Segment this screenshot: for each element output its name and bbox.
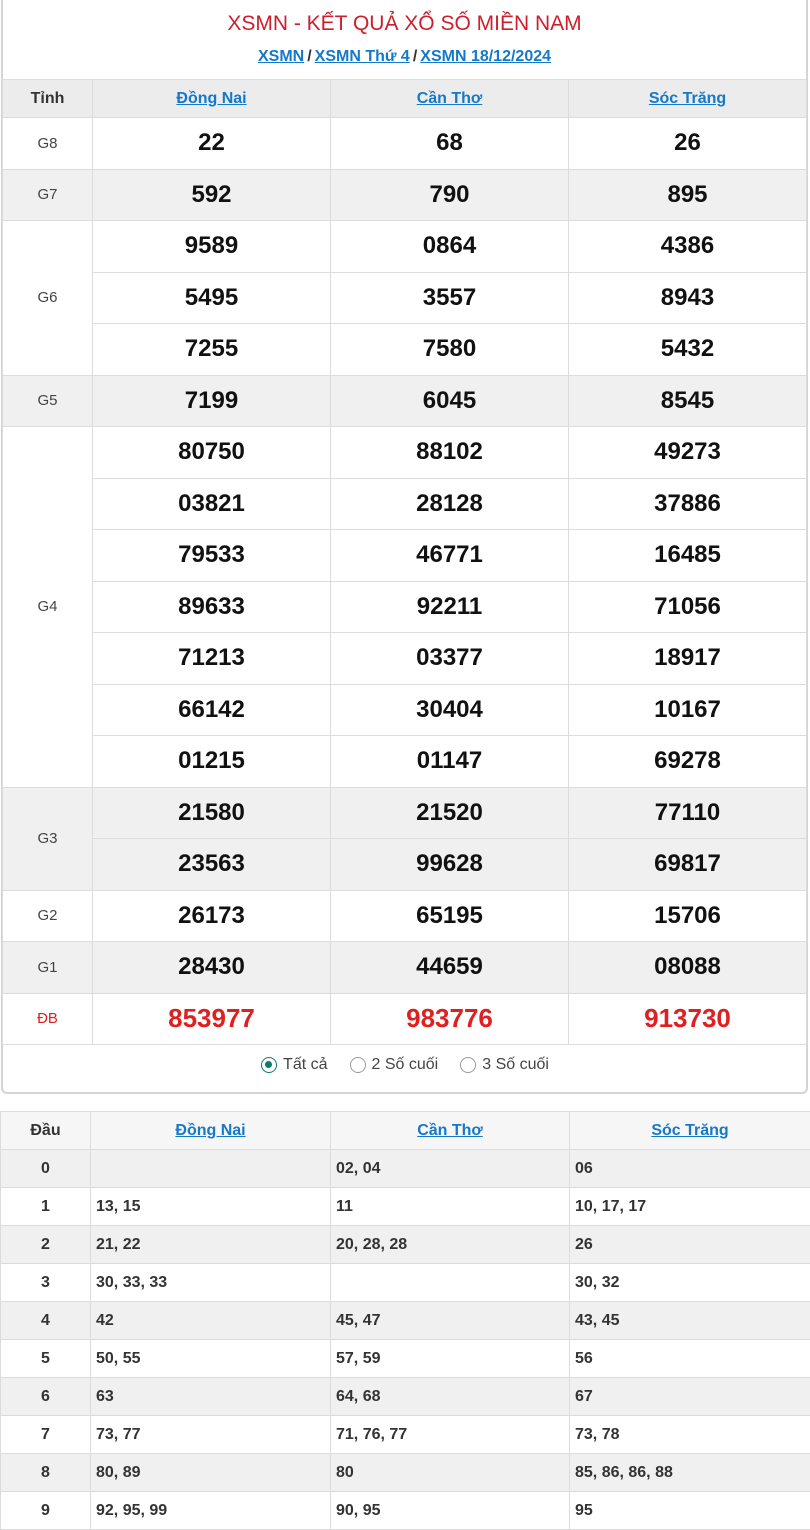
province-link-dong-nai[interactable]: Đồng Nai bbox=[175, 1121, 246, 1139]
radio-selected-icon[interactable] bbox=[261, 1057, 277, 1073]
province-link-dong-nai[interactable]: Đồng Nai bbox=[176, 89, 247, 107]
prize-number: 22 bbox=[93, 118, 331, 170]
dau-cell: 42 bbox=[91, 1302, 331, 1340]
prize-label: G6 bbox=[3, 221, 93, 376]
results-body bbox=[3, 118, 807, 1045]
breadcrumb-xsmn-thu4[interactable]: XSMN Thứ 4 bbox=[314, 48, 410, 65]
dau-cell: 80 bbox=[331, 1454, 570, 1492]
prize-row-g3 bbox=[3, 839, 807, 891]
prize-number: 7255 bbox=[93, 324, 331, 376]
dau-digit: 2 bbox=[1, 1226, 91, 1264]
prize-row-g3 bbox=[3, 787, 807, 839]
prize-number: 69817 bbox=[569, 839, 807, 891]
dau-header-row bbox=[1, 1112, 810, 1150]
prize-number: 3557 bbox=[331, 272, 569, 324]
dau-cell: 30, 32 bbox=[570, 1264, 810, 1302]
prize-label: G5 bbox=[3, 375, 93, 427]
breadcrumb-xsmn-date[interactable]: XSMN 18/12/2024 bbox=[420, 48, 552, 65]
dau-digit: 4 bbox=[1, 1302, 91, 1340]
dau-row bbox=[1, 1454, 810, 1492]
filter-label: 2 Số cuối bbox=[371, 1056, 439, 1073]
dau-table bbox=[0, 1111, 810, 1530]
dau-cell: 45, 47 bbox=[331, 1302, 570, 1340]
dau-digit: 3 bbox=[1, 1264, 91, 1302]
prize-row-g1 bbox=[3, 942, 807, 994]
results-table bbox=[2, 79, 807, 1045]
prize-number: 26 bbox=[569, 118, 807, 170]
prize-number: 46771 bbox=[331, 530, 569, 582]
prize-number: 68 bbox=[331, 118, 569, 170]
prize-number: 23563 bbox=[93, 839, 331, 891]
prize-label: G2 bbox=[3, 890, 93, 942]
prize-number: 0864 bbox=[331, 221, 569, 273]
prize-number: 21580 bbox=[93, 787, 331, 839]
prize-row-g6 bbox=[3, 324, 807, 376]
prize-label: G4 bbox=[3, 427, 93, 788]
filter-2-digits[interactable] bbox=[350, 1056, 439, 1074]
dau-cell: 64, 68 bbox=[331, 1378, 570, 1416]
province-header bbox=[91, 1112, 331, 1150]
province-link-can-tho[interactable]: Cần Thơ bbox=[416, 89, 483, 107]
prize-row-g4 bbox=[3, 530, 807, 582]
province-header bbox=[331, 80, 569, 118]
prize-number: 913730 bbox=[569, 993, 807, 1045]
prize-row-g6 bbox=[3, 221, 807, 273]
prize-number: 26173 bbox=[93, 890, 331, 942]
prize-number: 5432 bbox=[569, 324, 807, 376]
prize-row-g4 bbox=[3, 633, 807, 685]
dau-cell: 26 bbox=[570, 1226, 810, 1264]
prize-row-g4 bbox=[3, 684, 807, 736]
dau-row bbox=[1, 1226, 810, 1264]
prize-label: G7 bbox=[3, 169, 93, 221]
province-header bbox=[569, 80, 807, 118]
radio-icon[interactable] bbox=[350, 1057, 366, 1073]
dau-cell: 63 bbox=[91, 1378, 331, 1416]
prize-number: 895 bbox=[569, 169, 807, 221]
prize-number: 44659 bbox=[331, 942, 569, 994]
prize-number: 30404 bbox=[331, 684, 569, 736]
dau-row bbox=[1, 1492, 810, 1530]
dau-cell: 21, 22 bbox=[91, 1226, 331, 1264]
prize-number: 01215 bbox=[93, 736, 331, 788]
filter-all[interactable] bbox=[261, 1056, 327, 1074]
prize-number: 18917 bbox=[569, 633, 807, 685]
prize-number: 89633 bbox=[93, 581, 331, 633]
dau-digit: 8 bbox=[1, 1454, 91, 1492]
prize-number: 592 bbox=[93, 169, 331, 221]
province-header bbox=[331, 1112, 570, 1150]
dau-cell: 95 bbox=[570, 1492, 810, 1530]
prize-label: G1 bbox=[3, 942, 93, 994]
dau-row bbox=[1, 1264, 810, 1302]
prize-number: 21520 bbox=[331, 787, 569, 839]
prize-row-g7 bbox=[3, 169, 807, 221]
province-link-can-tho[interactable]: Cần Thơ bbox=[417, 1121, 483, 1139]
prize-row-g4 bbox=[3, 427, 807, 479]
dau-row bbox=[1, 1150, 810, 1188]
dau-row bbox=[1, 1302, 810, 1340]
prize-number: 88102 bbox=[331, 427, 569, 479]
prize-label: G8 bbox=[3, 118, 93, 170]
prize-number: 03821 bbox=[93, 478, 331, 530]
province-header bbox=[570, 1112, 810, 1150]
prize-number: 69278 bbox=[569, 736, 807, 788]
prize-row-g8 bbox=[3, 118, 807, 170]
prize-number: 8545 bbox=[569, 375, 807, 427]
filter-label: Tất cả bbox=[283, 1056, 328, 1073]
prize-number: 80750 bbox=[93, 427, 331, 479]
prize-number: 77110 bbox=[569, 787, 807, 839]
prize-number: 28430 bbox=[93, 942, 331, 994]
dau-digit: 6 bbox=[1, 1378, 91, 1416]
province-header bbox=[93, 80, 331, 118]
province-link-soc-trang[interactable]: Sóc Trăng bbox=[648, 89, 727, 107]
breadcrumb-separator: / bbox=[412, 48, 418, 65]
prize-number: 71213 bbox=[93, 633, 331, 685]
prize-row-g2 bbox=[3, 890, 807, 942]
dau-row bbox=[1, 1378, 810, 1416]
prize-number: 01147 bbox=[331, 736, 569, 788]
prize-number: 03377 bbox=[331, 633, 569, 685]
prize-row-g6 bbox=[3, 272, 807, 324]
prize-number: 37886 bbox=[569, 478, 807, 530]
dau-row bbox=[1, 1340, 810, 1378]
prize-number: 66142 bbox=[93, 684, 331, 736]
dau-cell: 11 bbox=[331, 1188, 570, 1226]
dau-cell: 30, 33, 33 bbox=[91, 1264, 331, 1302]
dau-digit: 7 bbox=[1, 1416, 91, 1454]
prize-number: 49273 bbox=[569, 427, 807, 479]
dau-digit: 9 bbox=[1, 1492, 91, 1530]
results-header-row bbox=[3, 80, 807, 118]
prize-row-g5 bbox=[3, 375, 807, 427]
prize-row-db bbox=[3, 993, 807, 1045]
prize-row-g4 bbox=[3, 478, 807, 530]
prize-number: 71056 bbox=[569, 581, 807, 633]
dau-cell bbox=[331, 1264, 570, 1302]
dau-cell: 90, 95 bbox=[331, 1492, 570, 1530]
dau-cell: 71, 76, 77 bbox=[331, 1416, 570, 1454]
dau-cell bbox=[91, 1150, 331, 1188]
prize-number: 7580 bbox=[331, 324, 569, 376]
dau-cell: 43, 45 bbox=[570, 1302, 810, 1340]
dau-header: Đầu bbox=[1, 1112, 91, 1150]
province-link-soc-trang[interactable]: Sóc Trăng bbox=[651, 1121, 729, 1139]
tinh-header: Tỉnh bbox=[3, 80, 93, 118]
dau-cell: 13, 15 bbox=[91, 1188, 331, 1226]
dau-cell: 73, 78 bbox=[570, 1416, 810, 1454]
filter-label: 3 Số cuối bbox=[482, 1056, 549, 1073]
dau-cell: 92, 95, 99 bbox=[91, 1492, 331, 1530]
prize-number: 15706 bbox=[569, 890, 807, 942]
dau-cell: 56 bbox=[570, 1340, 810, 1378]
prize-number: 10167 bbox=[569, 684, 807, 736]
prize-number: 9589 bbox=[93, 221, 331, 273]
dau-cell: 80, 89 bbox=[91, 1454, 331, 1492]
prize-number: 08088 bbox=[569, 942, 807, 994]
dau-cell: 02, 04 bbox=[331, 1150, 570, 1188]
dau-row bbox=[1, 1188, 810, 1226]
dau-row bbox=[1, 1416, 810, 1454]
prize-number: 853977 bbox=[93, 993, 331, 1045]
dau-digit: 1 bbox=[1, 1188, 91, 1226]
dau-cell: 67 bbox=[570, 1378, 810, 1416]
filter-3-digits[interactable] bbox=[460, 1056, 549, 1074]
dau-cell: 10, 17, 17 bbox=[570, 1188, 810, 1226]
digit-filter bbox=[0, 1056, 810, 1074]
breadcrumb-xsmn[interactable]: XSMN bbox=[257, 48, 305, 65]
breadcrumb bbox=[3, 48, 806, 66]
dau-body bbox=[1, 1150, 810, 1530]
prize-number: 8943 bbox=[569, 272, 807, 324]
radio-icon[interactable] bbox=[460, 1057, 476, 1073]
prize-label: G3 bbox=[3, 787, 93, 890]
prize-number: 983776 bbox=[331, 993, 569, 1045]
dau-cell: 57, 59 bbox=[331, 1340, 570, 1378]
breadcrumb-separator: / bbox=[307, 48, 312, 65]
dau-cell: 50, 55 bbox=[91, 1340, 331, 1378]
prize-number: 92211 bbox=[331, 581, 569, 633]
prize-number: 28128 bbox=[331, 478, 569, 530]
prize-row-g4 bbox=[3, 736, 807, 788]
dau-cell: 06 bbox=[570, 1150, 810, 1188]
prize-label: ĐB bbox=[3, 993, 93, 1045]
prize-number: 790 bbox=[331, 169, 569, 221]
dau-cell: 20, 28, 28 bbox=[331, 1226, 570, 1264]
dau-cell: 73, 77 bbox=[91, 1416, 331, 1454]
prize-number: 5495 bbox=[93, 272, 331, 324]
dau-digit: 5 bbox=[1, 1340, 91, 1378]
prize-row-g4 bbox=[3, 581, 807, 633]
prize-number: 16485 bbox=[569, 530, 807, 582]
prize-number: 7199 bbox=[93, 375, 331, 427]
prize-number: 6045 bbox=[331, 375, 569, 427]
prize-number: 99628 bbox=[331, 839, 569, 891]
prize-number: 65195 bbox=[331, 890, 569, 942]
prize-number: 4386 bbox=[569, 221, 807, 273]
dau-digit: 0 bbox=[1, 1150, 91, 1188]
page-title: XSMN - KẾT QUẢ XỔ SỐ MIỀN NAM bbox=[227, 12, 582, 35]
prize-number: 79533 bbox=[93, 530, 331, 582]
dau-cell: 85, 86, 86, 88 bbox=[570, 1454, 810, 1492]
